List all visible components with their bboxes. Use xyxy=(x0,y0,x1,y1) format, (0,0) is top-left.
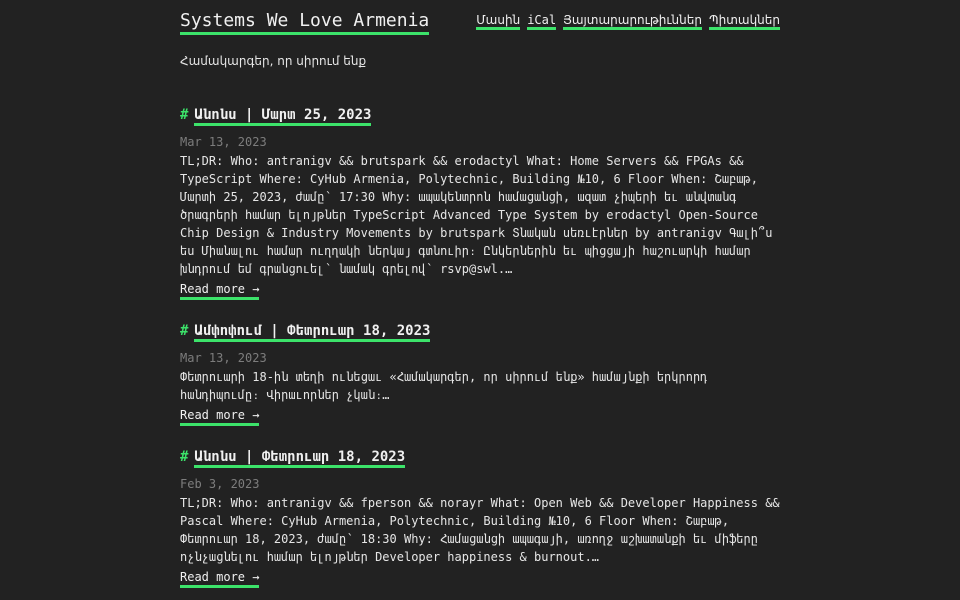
post-excerpt: Փետրուարի 18-ին տեղի ունեցաւ «Համակարգեր, որ սիրում ենք» համայնքի երկրորդ հանդիպումը։ Վիրաւորներ չկան։… xyxy=(180,370,708,402)
read-more-link[interactable]: Read more → xyxy=(180,408,259,426)
post-title xyxy=(180,322,780,340)
nav-item-announcements[interactable]: Յայտարարութիւններ xyxy=(563,13,702,30)
site-title-link[interactable]: Systems We Love Armenia xyxy=(180,10,429,35)
main-nav xyxy=(476,13,780,30)
hash-icon: # xyxy=(180,323,189,339)
hash-icon: # xyxy=(180,107,189,123)
post-title-link[interactable]: Անոնս | Մարտ 25, 2023 xyxy=(194,107,371,126)
post-item xyxy=(180,106,780,300)
post-title-link[interactable]: Անոնս | Փետրուար 18, 2023 xyxy=(194,449,405,468)
post-title-link[interactable]: Ամփոփում | Փետրուար 18, 2023 xyxy=(194,323,430,342)
hash-icon: # xyxy=(180,449,189,465)
nav-item-ical[interactable]: iCal xyxy=(527,13,556,30)
read-more-link[interactable]: Read more → xyxy=(180,570,259,588)
post-item xyxy=(180,448,780,588)
post-excerpt: TL;DR: Who: antranigv && fperson && norayr What: Open Web && Developer Happiness && Pascal Where: CyHub Armenia, Polytechnic, Building №10, 6 Floor When: Շաբաթ, Փետրուար 18, 2023, ժամը՝ 18:30 Why: Համացանցի ապագայի, առողջ աշխատանքի եւ միֆերը ոչնչացնելու համար ելոյթներ Developer happiness & burnout.… xyxy=(180,496,780,564)
post-excerpt: TL;DR: Who: antranigv && brutspark && erodactyl What: Home Servers && FPGAs && TypeScript Where: CyHub Armenia, Polytechnic, Building №10, 6 Floor When: Շաբաթ, Մարտի 25, 2023, ժամը՝ 17:30 Why: ապակենտրոն համացանցի, ազատ չիպերի եւ անվտանգ ծրագրերի համար ելոյթներ TypeScript Advanced Type System by erodactyl Open-Source Chip Design & Industry Movements by brutspark Տնական սեռւէրներ by antranigv Գալի՞ս ես Միանալու համար ուղղակի ներկայ գտնուիր։ Ընկերներին եւ պիցցայի հաշուարկի համար խնդրում եմ գրանցուել՝ նամակ գրելով՝ rsvp@swl.… xyxy=(180,154,773,276)
site-header xyxy=(180,0,780,40)
post-item xyxy=(180,322,780,426)
nav-item-about[interactable]: Մասին xyxy=(476,13,520,30)
read-more-link[interactable]: Read more → xyxy=(180,282,259,300)
nav-item-tags[interactable]: Պիտակներ xyxy=(709,13,780,30)
post-date: Feb 3, 2023 xyxy=(180,477,260,491)
post-date: Mar 13, 2023 xyxy=(180,135,267,149)
post-title xyxy=(180,106,780,124)
page-container xyxy=(180,0,780,584)
site-tagline: Համակարգեր, որ սիրում ենք xyxy=(180,54,367,68)
post-title xyxy=(180,448,780,466)
post-date: Mar 13, 2023 xyxy=(180,351,267,365)
